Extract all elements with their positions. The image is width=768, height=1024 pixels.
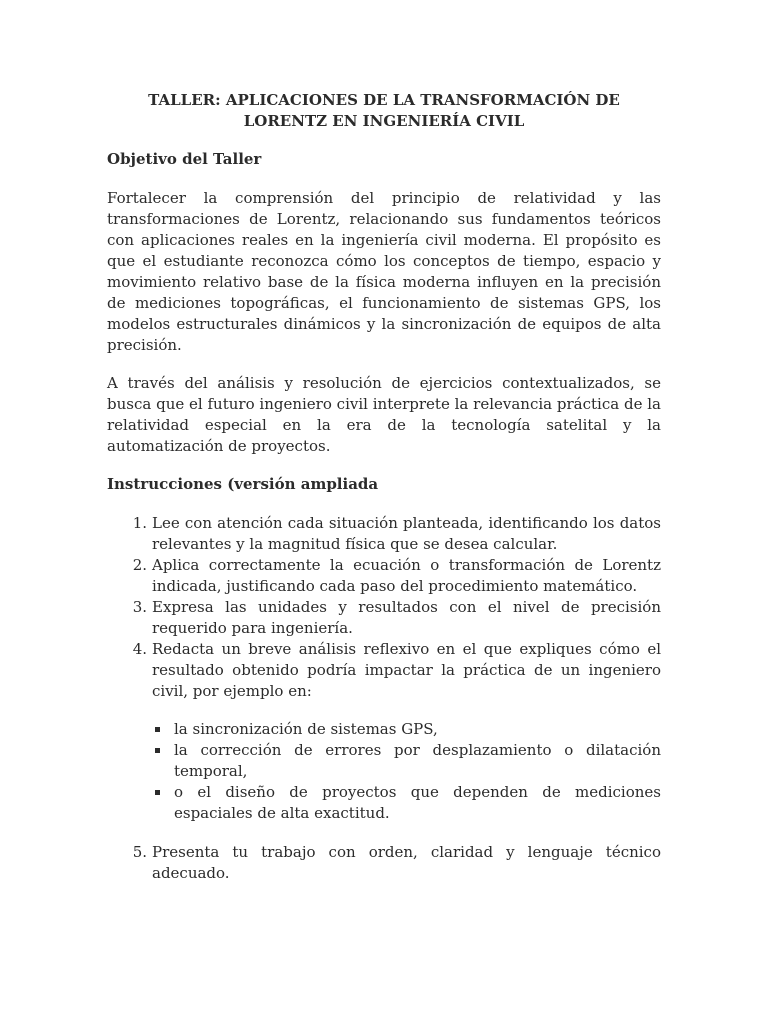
list-number: 1.	[132, 514, 147, 532]
list-number: 3.	[132, 598, 147, 616]
list-item-text: Lee con atención cada situación planteada, identificando los datos relevantes y la magnitud física que se desea calcular.	[152, 514, 661, 553]
list-item	[107, 842, 661, 884]
list-item-text: Redacta un breve análisis reflexivo en el que expliques cómo el resultado obtenido podría impactar la práctica de un ingeniero civil, por ejemplo en:	[152, 640, 661, 700]
bullet-text: o el diseño de proyectos que dependen de mediciones espaciales de alta exactitud.	[174, 783, 661, 822]
square-bullet-icon	[155, 748, 160, 753]
instructions-heading: Instrucciones (versión ampliada	[107, 475, 379, 493]
list-item	[107, 597, 661, 639]
title-line-1: TALLER: APLICACIONES DE LA TRANSFORMACIÓN DE	[148, 91, 620, 109]
bullet-text: la corrección de errores por desplazamiento o dilatación temporal,	[174, 741, 661, 780]
list-number: 4.	[132, 640, 147, 658]
bullet-item	[152, 719, 661, 740]
title-line-2: LORENTZ EN INGENIERÍA CIVIL	[243, 112, 525, 130]
list-number: 5.	[132, 843, 147, 861]
list-item-text: Expresa las unidades y resultados con el nivel de precisión requerido para ingeniería.	[152, 598, 661, 637]
list-item	[107, 639, 661, 824]
bullet-item	[152, 740, 661, 782]
list-item-text: Aplica correctamente la ecuación o transformación de Lorentz indicada, justificando cada paso del procedimiento matemático.	[152, 556, 661, 595]
list-item-text: Presenta tu trabajo con orden, claridad y lenguaje técnico adecuado.	[152, 843, 661, 882]
bullet-item	[152, 782, 661, 824]
objective-paragraph-2: A través del análisis y resolución de ejercicios contextualizados, se busca que el futuro ingeniero civil interprete la relevancia práctica de la relatividad especial en la era de la tecnología satelital y la automatización de proyectos.	[107, 374, 661, 455]
list-item	[107, 513, 661, 555]
instructions-list	[107, 513, 661, 884]
document-title	[107, 90, 661, 132]
list-number: 2.	[132, 556, 147, 574]
square-bullet-icon	[155, 727, 160, 732]
objective-paragraph-1: Fortalecer la comprensión del principio de relatividad y las transformaciones de Lorentz, relacionando sus fundamentos teóricos con aplicaciones reales en la ingeniería civil moderna. El propósito es que el estudiante reconozca cómo los conceptos de tiempo, espacio y movimiento relativo base de la física moderna influyen en la precisión de mediciones topográficas, el funcionamiento de sistemas GPS, los modelos estructurales dinámicos y la sincronización de equipos de alta precisión.	[107, 189, 661, 354]
objective-heading: Objetivo del Taller	[107, 150, 262, 168]
bullet-text: la sincronización de sistemas GPS,	[174, 720, 438, 738]
square-bullet-icon	[155, 790, 160, 795]
list-item	[107, 555, 661, 597]
document-body	[107, 90, 661, 884]
examples-bullet-list	[152, 719, 661, 824]
